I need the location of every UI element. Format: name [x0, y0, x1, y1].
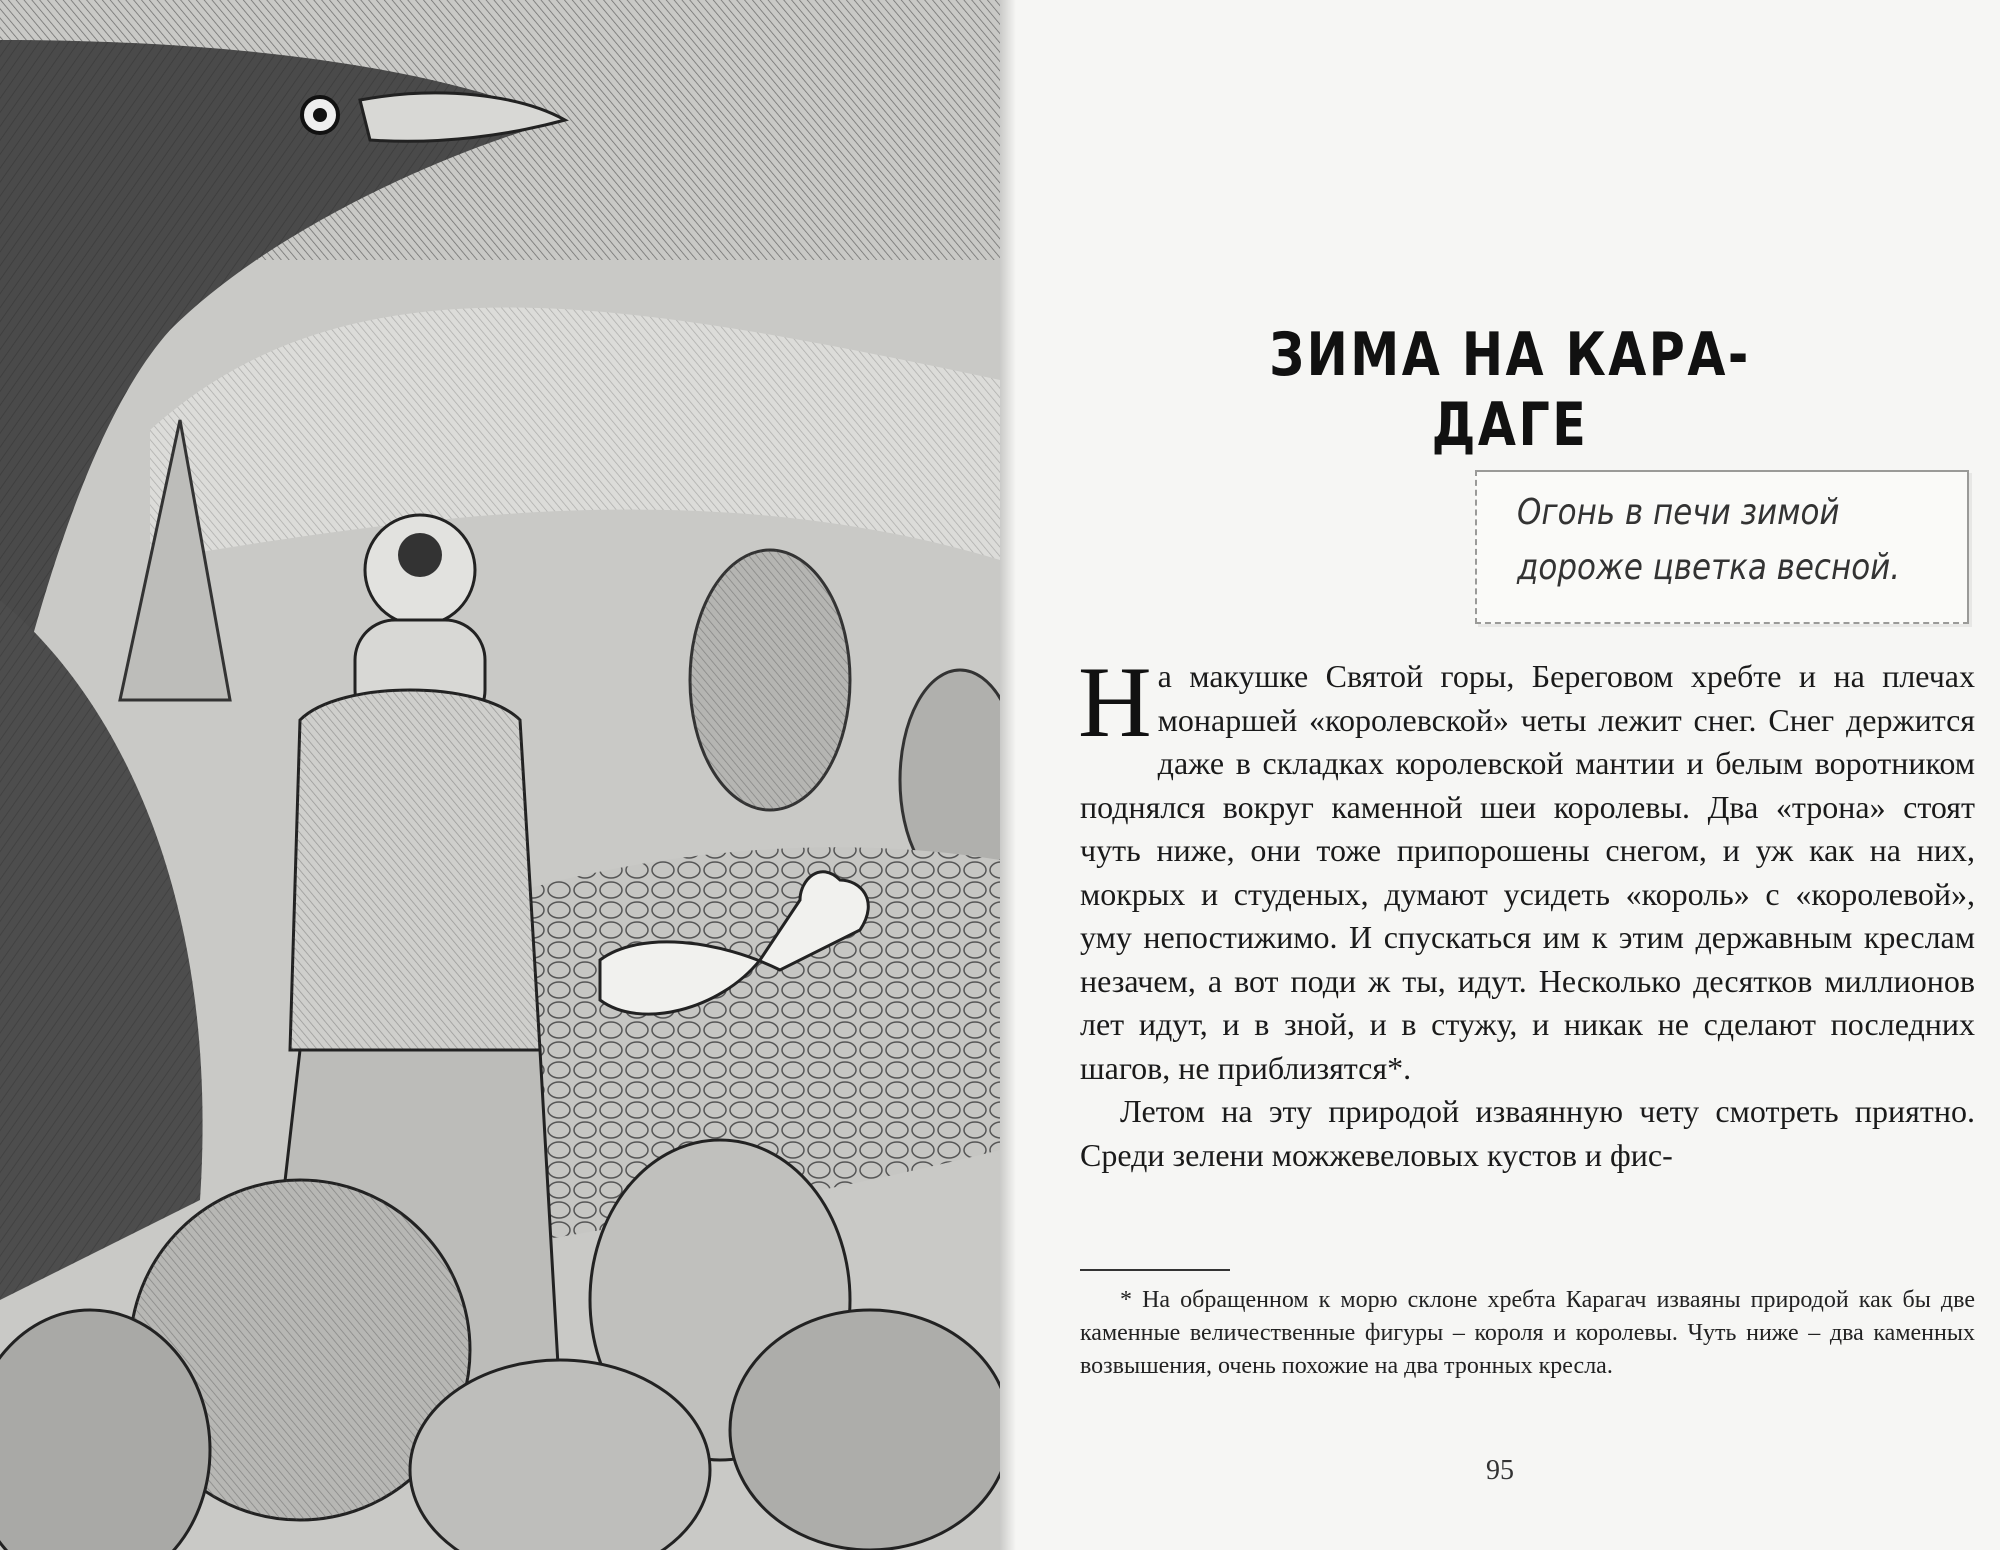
epigraph-note	[1475, 470, 1969, 624]
page-number: 95	[1486, 1455, 1514, 1486]
footnote	[1080, 1284, 1975, 1383]
footnote-divider	[1080, 1269, 1230, 1271]
footnote-text: * На обращенном к морю склоне хребта Карагач изваяны природой как бы две каменные величественные фигуры – короля и королевы. Чуть ниже – два каменных возвышения, очень похожие на два тронных кресла.	[1080, 1287, 1975, 1379]
text-page	[1000, 0, 2000, 1550]
epigraph-line-1: Огонь в печи зимой	[1517, 492, 1840, 533]
body-text	[1078, 646, 1975, 1177]
epigraph-line-2: дороже цветка весной.	[1517, 547, 1901, 588]
book-gutter-shadow	[1000, 0, 1016, 1550]
paragraph-2: Летом на эту природой изваянную чету смотреть приятно. Среди зелени можжевеловых кустов и фис-	[1080, 1093, 1975, 1173]
paragraph-1	[1078, 646, 1975, 1090]
chapter-title: ЗИМА НА КАРА-ДАГЕ	[1269, 320, 1751, 460]
paragraph-1-text: а макушке Святой горы, Береговом хребте и на плечах монаршей «королевской» четы лежит снег. Снег держится даже в складках королевской мантии и белым воротником поднялся вокруг каменной шеи королевы. Два «трона» стоят чуть ниже, они тоже припорошены снегом, и уж как на них, мокрых и студеных, думают усидеть «король» с «королевой», уму непостижимо. И спускаться им к этим державным креслам незачем, а вот поди ж ты, идут. Несколько десятков миллионов лет идут, и в зной, и в стужу, и никак не сделают последних шагов, не приблизятся*.	[1080, 658, 1975, 1086]
drop-cap: Н	[1078, 646, 1152, 759]
